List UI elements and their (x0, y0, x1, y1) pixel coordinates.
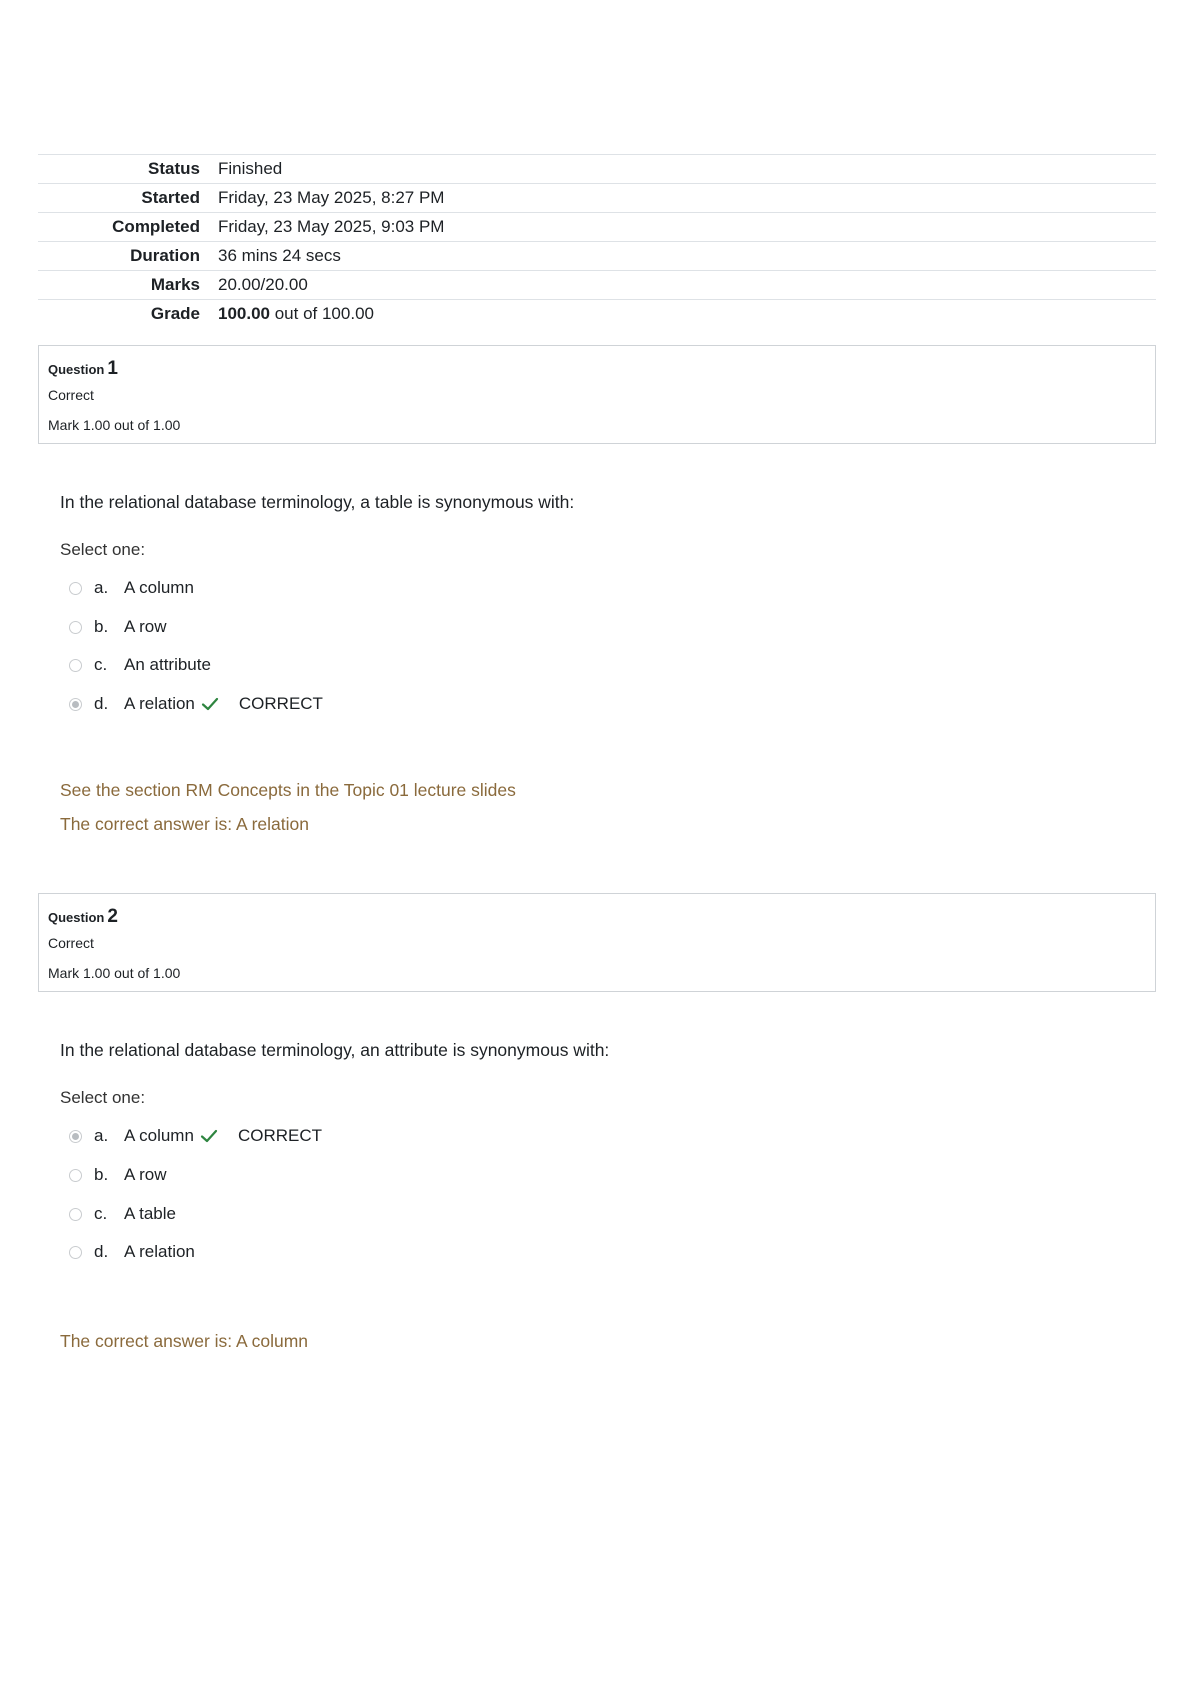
summary-label: Grade (150, 304, 200, 324)
answer-option[interactable] (69, 614, 167, 640)
radio-button[interactable] (69, 1208, 82, 1221)
question-info-box (38, 345, 1156, 444)
question-text: In the relational database terminology, an attribute is synonymous with: (60, 1040, 610, 1060)
grade-value: 100.00 (218, 304, 270, 324)
answer-option[interactable] (69, 1239, 195, 1265)
summary-row-completed (38, 213, 1156, 242)
answer-option[interactable] (69, 1201, 176, 1227)
select-one-prompt: Select one: (60, 1088, 146, 1107)
summary-row-duration (38, 242, 1156, 271)
right-answer-feedback: The correct answer is: A relation (60, 814, 309, 834)
summary-row-marks (38, 271, 1156, 300)
radio-button[interactable] (69, 582, 82, 595)
correct-label: CORRECT (238, 694, 323, 713)
question-state: Correct (48, 935, 94, 951)
select-one-prompt: Select one: (60, 540, 146, 559)
answer-text: A row (124, 617, 167, 636)
summary-label: Completed (112, 217, 200, 236)
answer-text: A relation (124, 694, 195, 713)
summary-row-status (38, 155, 1156, 184)
summary-value: Friday, 23 May 2025, 8:27 PM (218, 188, 445, 207)
summary-value: 20.00/20.00 (218, 275, 308, 294)
summary-label: Duration (130, 246, 200, 265)
summary-row-grade (38, 300, 1156, 329)
answer-text: A column (124, 578, 194, 597)
answer-letter: b. (94, 617, 109, 636)
answer-option[interactable] (69, 575, 194, 601)
summary-label: Status (148, 159, 200, 178)
summary-value: Finished (218, 159, 283, 178)
question-label: Question (48, 362, 105, 377)
answer-letter: a. (94, 1126, 109, 1145)
radio-button[interactable] (69, 1169, 82, 1182)
general-feedback: See the section RM Concepts in the Topic 01 lecture slides (60, 780, 516, 800)
answer-text: A column (124, 1126, 194, 1145)
summary-row-started (38, 184, 1156, 213)
question-mark: Mark 1.00 out of 1.00 (48, 965, 181, 981)
correct-label: CORRECT (237, 1126, 322, 1145)
answer-option[interactable] (69, 652, 211, 678)
question-label: Question (48, 910, 105, 925)
answer-letter: c. (94, 655, 108, 674)
attempt-summary-table (38, 154, 1156, 329)
question-number-value: 2 (107, 906, 118, 927)
summary-label: Started (141, 188, 200, 207)
grade-total: out of 100.00 (270, 304, 374, 324)
radio-button-checked[interactable] (69, 698, 82, 711)
check-icon (200, 1127, 218, 1145)
answer-option-selected[interactable] (69, 691, 323, 717)
answer-letter: b. (94, 1165, 109, 1184)
summary-label: Marks (150, 275, 200, 294)
check-icon (201, 695, 219, 713)
summary-value (218, 300, 1156, 329)
answer-letter: d. (94, 694, 109, 713)
answer-letter: c. (94, 1204, 108, 1223)
answer-option-selected[interactable] (69, 1123, 322, 1149)
radio-button[interactable] (69, 659, 82, 672)
question-mark: Mark 1.00 out of 1.00 (48, 417, 181, 433)
answer-text: A table (124, 1204, 176, 1223)
question-info-box (38, 893, 1156, 992)
summary-value: Friday, 23 May 2025, 9:03 PM (218, 217, 445, 236)
question-state: Correct (48, 387, 94, 403)
answer-text: An attribute (124, 655, 211, 674)
radio-button[interactable] (69, 621, 82, 634)
answer-option[interactable] (69, 1162, 167, 1188)
answer-letter: a. (94, 578, 109, 597)
answer-text: A relation (124, 1242, 195, 1261)
answer-text: A row (124, 1165, 167, 1184)
summary-value: 36 mins 24 secs (218, 246, 341, 265)
radio-button[interactable] (69, 1246, 82, 1259)
right-answer-feedback: The correct answer is: A column (60, 1331, 309, 1351)
question-text: In the relational database terminology, a table is synonymous with: (60, 492, 575, 512)
question-number (48, 358, 118, 380)
radio-button-checked[interactable] (69, 1130, 82, 1143)
question-number (48, 906, 118, 928)
question-number-value: 1 (107, 358, 118, 379)
answer-letter: d. (94, 1242, 109, 1261)
